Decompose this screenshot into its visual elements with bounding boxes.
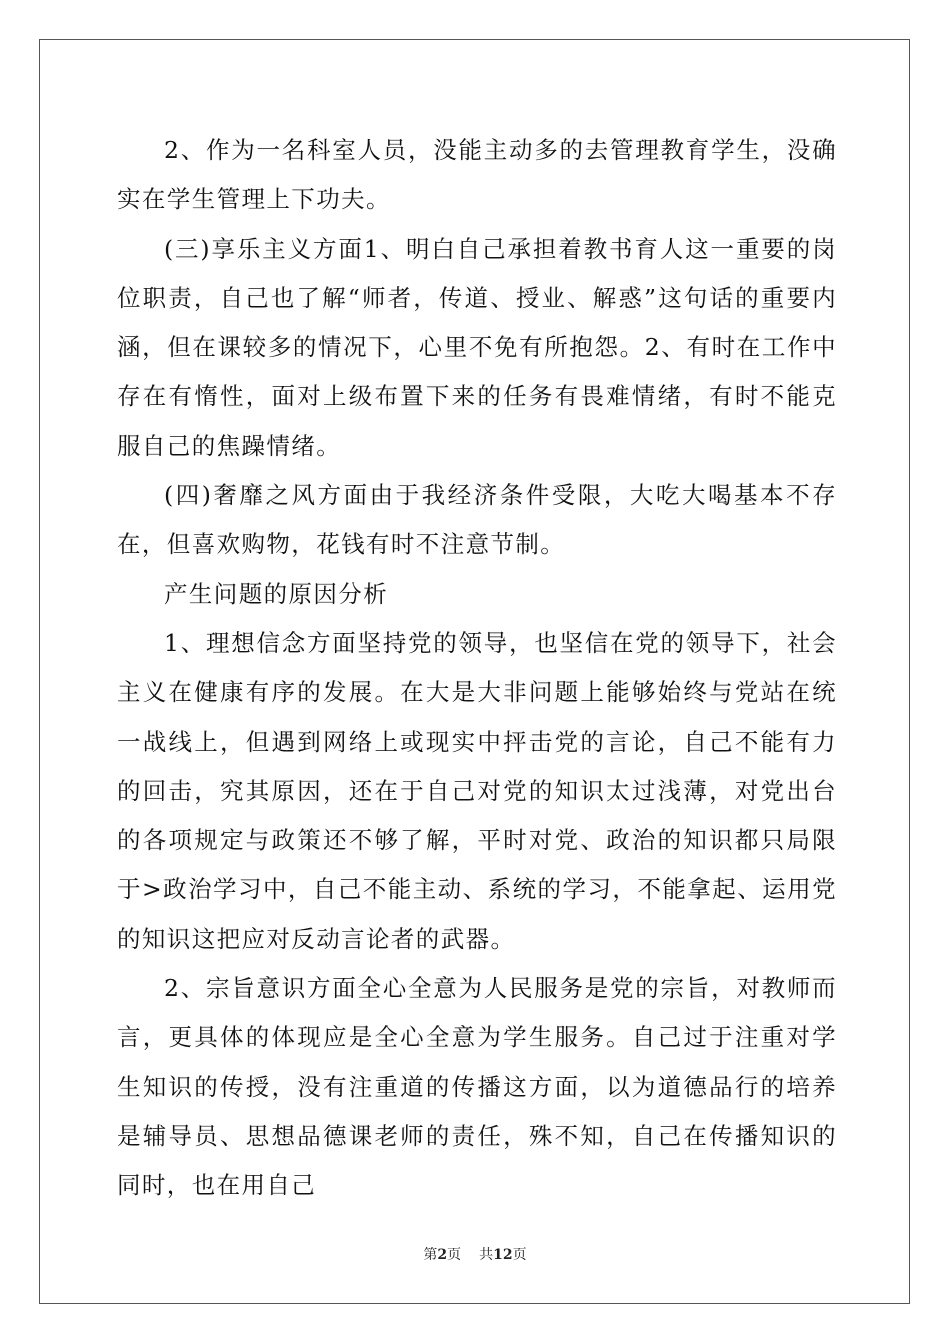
paragraph: (四)奢靡之风方面由于我经济条件受限，大吃大喝基本不存在，但喜欢购物，花钱有时不注意节制。 [117, 481, 837, 559]
paragraph: 2、宗旨意识方面全心全意为人民服务是党的宗旨，对教师而言，更具体的体现应是全心全意为学生服务。自己过于注重对学生知识的传授，没有注重道的传播这方面，以为道德品行的培养是辅导员、思想品德课老师的责任，殊不知，自己在传播知识的同时，也在用自己 [117, 974, 837, 1200]
page-number: 第2页 [423, 1247, 462, 1263]
page-footer [0, 1244, 950, 1264]
paragraph: 1、理想信念方面坚持党的领导，也坚信在党的领导下，社会主义在健康有序的发展。在大是大非问题上能够始终与党站在统一战线上，但遇到网络上或现实中抨击党的言论，自己不能有力的回击，究其原因，还在于自己对党的知识太过浅薄，对党出台的各项规定与政策还不够了解，平时对党、政治的知识都只局限于>政治学习中，自己不能主动、系统的学习，不能拿起、运用党的知识这把应对反动言论者的武器。 [117, 628, 837, 953]
document-body [117, 126, 837, 1211]
section-heading: 产生问题的原因分析 [164, 579, 389, 608]
page-total: 共12页 [479, 1247, 527, 1263]
paragraph: (三)享乐主义方面1、明白自己承担着教书育人这一重要的岗位职责，自己也了解“师者，传道、授业、解惑”这句话的重要内涵，但在课较多的情况下，心里不免有所抱怨。2、有时在工作中存在有惰性，面对上级布置下来的任务有畏难情绪，有时不能克服自己的焦躁情绪。 [117, 234, 837, 460]
paragraph: 2、作为一名科室人员，没能主动多的去管理教育学生，没确实在学生管理上下功夫。 [117, 136, 837, 214]
